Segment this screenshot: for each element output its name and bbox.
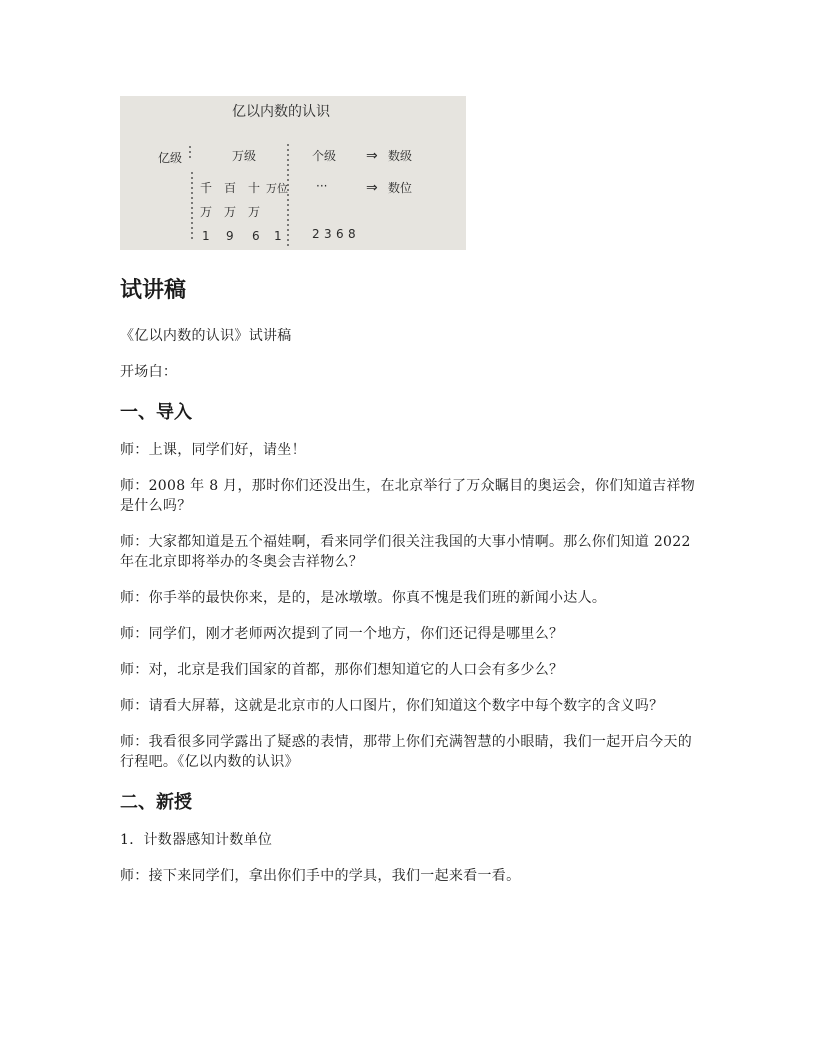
notes-digit-7: 6 bbox=[336, 227, 344, 241]
paragraph: 师：请看大屏幕，这就是北京市的人口图片，你们知道这个数字中每个数字的含义吗？ bbox=[120, 698, 664, 714]
notes-digit-8: 8 bbox=[348, 227, 356, 241]
paragraph: 师：同学们，刚才老师两次提到了同一个地方，你们还记得是哪里么？ bbox=[120, 626, 564, 642]
opening-label: 开场白： bbox=[120, 364, 178, 380]
notes-digit-2: 9 bbox=[226, 229, 234, 243]
section-heading-intro: 一、导入 bbox=[120, 402, 192, 423]
notes-place-qian: 千 bbox=[200, 181, 213, 195]
notes-label-wan: 万级 bbox=[232, 149, 257, 163]
notes-dots: ··· bbox=[316, 179, 328, 193]
notes-label-ge: 个级 bbox=[312, 149, 337, 163]
handwritten-notes-drawing bbox=[120, 96, 466, 250]
paragraph: 师：你手举的最快你来，是的，是冰墩墩。你真不愧是我们班的新闻小达人。 bbox=[120, 590, 607, 606]
notes-label-shuji: 数级 bbox=[388, 149, 413, 163]
handwritten-notes-photo bbox=[120, 96, 466, 250]
notes-label-shuwei: 数位 bbox=[388, 181, 413, 195]
paragraph: 师：上课，同学们好，请坐！ bbox=[120, 442, 306, 458]
notes-title: 亿以内数的认识 bbox=[232, 104, 330, 120]
notes-digit-3: 6 bbox=[252, 229, 260, 243]
paragraph: 师：我看很多同学露出了疑惑的表情，那带上你们充满智慧的小眼睛，我们一起开启今天的行程吧。《亿以内数的认识》 bbox=[120, 734, 692, 770]
notes-place-wanwei: 万位 bbox=[266, 182, 288, 195]
notes-wan-3: 万 bbox=[248, 205, 261, 219]
document-page bbox=[120, 96, 700, 902]
notes-digit-4: 1 bbox=[274, 229, 282, 243]
notes-wan-2: 万 bbox=[224, 205, 237, 219]
section-heading-new-lesson: 二、新授 bbox=[120, 792, 192, 813]
notes-place-bai: 百 bbox=[224, 181, 237, 195]
paragraph: 师：大家都知道是五个福娃啊，看来同学们很关注我国的大事小情啊。那么你们知道 2022 年在北京即将举办的冬奥会吉祥物么？ bbox=[120, 534, 691, 570]
paragraph: 师：接下来同学们，拿出你们手中的学具，我们一起来看一看。 bbox=[120, 868, 521, 884]
notes-digit-5: 2 bbox=[312, 227, 320, 241]
notes-arrow-2: ⇒ bbox=[366, 180, 378, 196]
main-heading: 试讲稿 bbox=[120, 278, 187, 303]
notes-digit-1: 1 bbox=[202, 229, 210, 243]
document-subtitle: 《亿以内数的认识》试讲稿 bbox=[120, 328, 292, 344]
notes-arrow-1: ⇒ bbox=[366, 148, 378, 164]
list-item: 1．计数器感知计数单位 bbox=[120, 832, 273, 848]
notes-wan-1: 万 bbox=[200, 205, 213, 219]
notes-place-shi: 十 bbox=[248, 181, 261, 195]
paragraph: 师：对，北京是我们国家的首都，那你们想知道它的人口会有多少么？ bbox=[120, 662, 564, 678]
notes-label-yi: 亿级 bbox=[158, 151, 183, 165]
paragraph: 师：2008 年 8 月，那时你们还没出生，在北京举行了万众瞩目的奥运会，你们知道吉祥物是什么吗？ bbox=[120, 478, 696, 514]
notes-digit-6: 3 bbox=[324, 227, 332, 241]
